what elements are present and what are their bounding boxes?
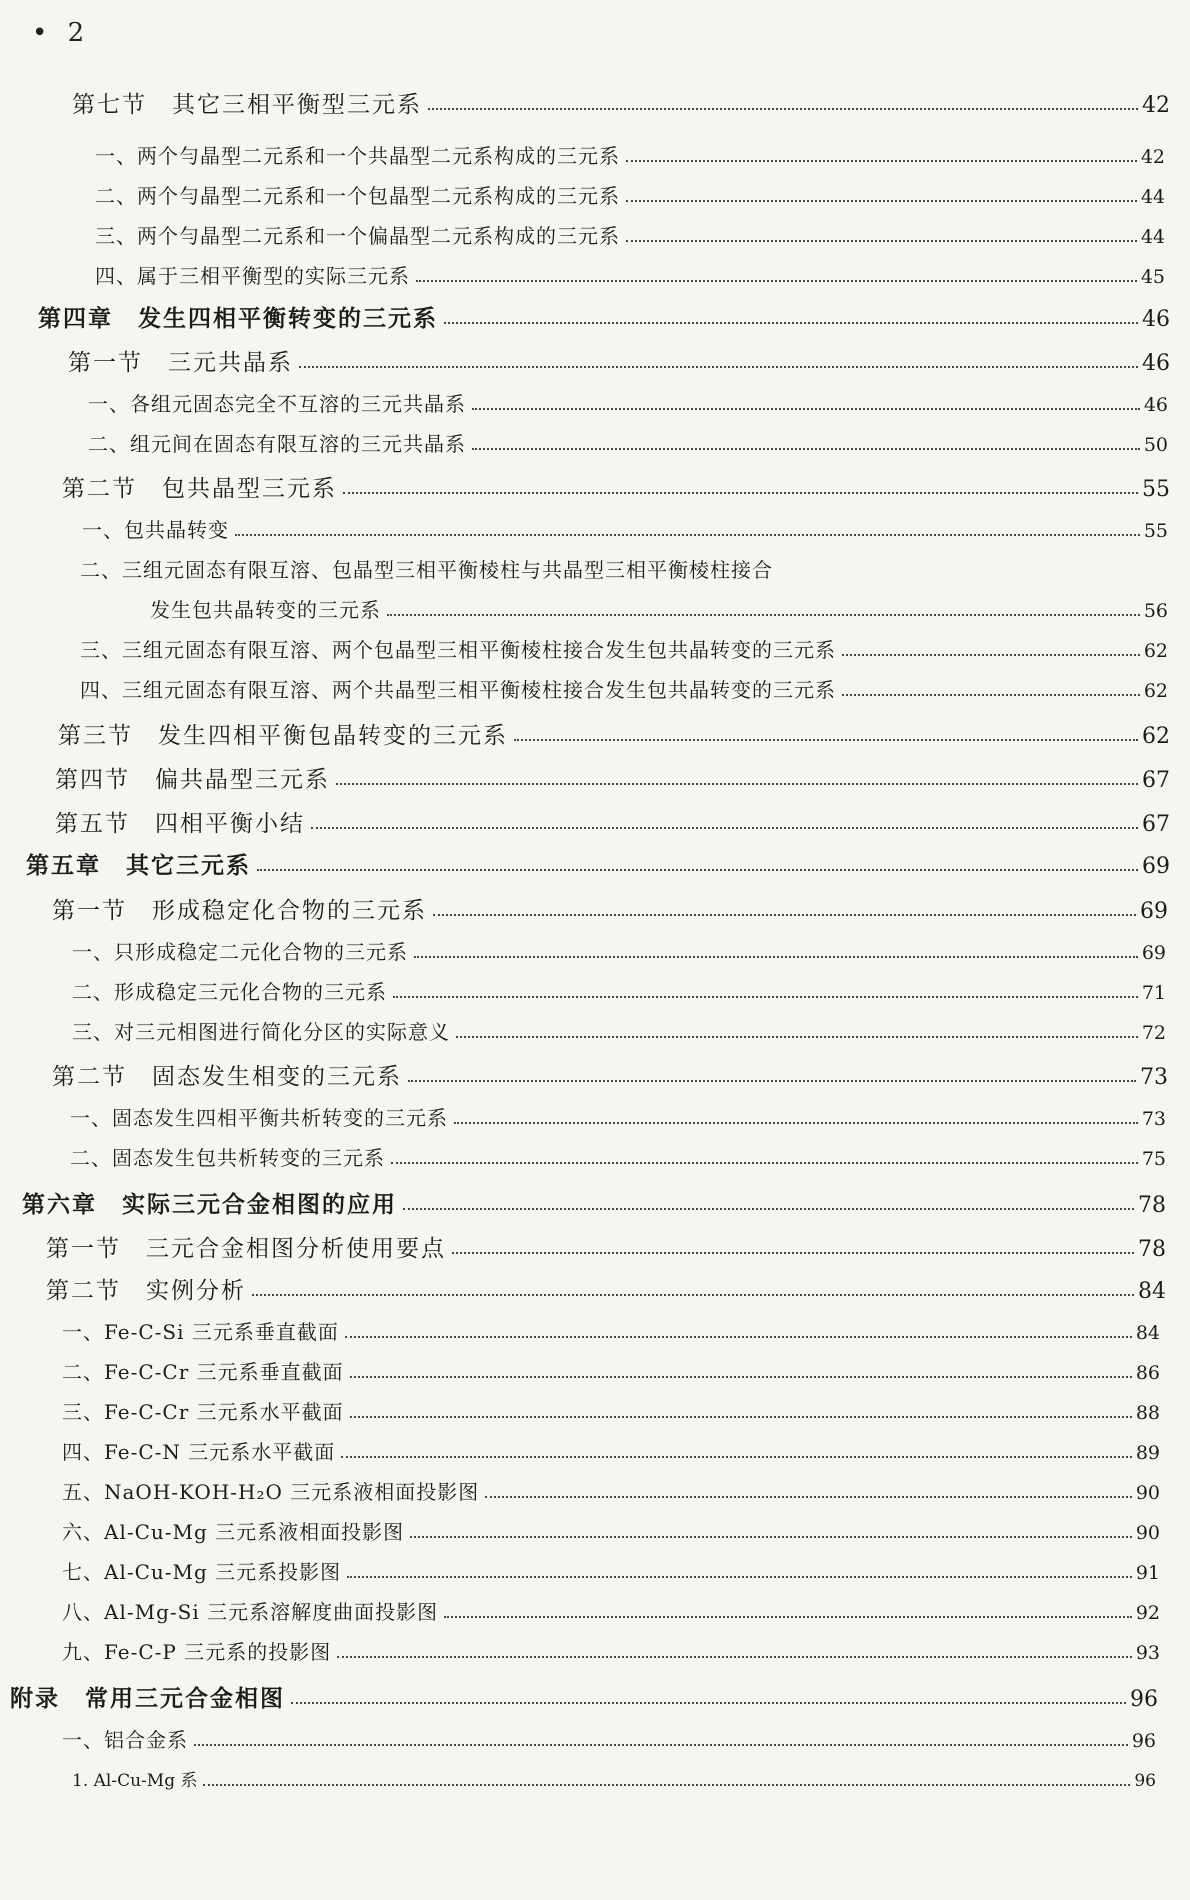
dot-leader (408, 1080, 1136, 1082)
toc-entry-text: 第三节 发生四相平衡包晶转变的三元系 (58, 723, 508, 749)
toc-entry-item[interactable] (62, 1476, 1160, 1505)
toc-entry-text: 四、三组元固态有限互溶、两个共晶型三相平衡棱柱接合发生包共晶转变的三元系 (80, 678, 836, 702)
toc-page-number: 84 (1138, 1279, 1166, 1304)
dot-leader (345, 1336, 1132, 1338)
toc-entry-item[interactable] (88, 428, 1168, 457)
toc-page-number: 42 (1142, 93, 1170, 118)
toc-page-number: 73 (1141, 1108, 1166, 1130)
toc-page-number: 96 (1134, 1771, 1156, 1791)
toc-entry-item[interactable] (62, 1396, 1160, 1425)
toc-entry-text: 三、两个勻晶型二元系和一个偏晶型二元系构成的三元系 (95, 224, 620, 248)
toc-page-number: 62 (1142, 724, 1170, 749)
dot-leader (433, 914, 1136, 916)
toc-entry-text: 一、包共晶转变 (82, 518, 229, 542)
dot-leader (291, 1702, 1126, 1704)
toc-page-number: 86 (1135, 1362, 1160, 1384)
toc-entry-chapter[interactable] (26, 847, 1170, 880)
dot-leader (428, 108, 1138, 110)
dot-leader (299, 366, 1138, 368)
toc-entry-item[interactable] (62, 1356, 1160, 1385)
toc-entry-text: 第二节 包共晶型三元系 (62, 476, 337, 502)
toc-entry-item[interactable] (62, 1724, 1156, 1753)
toc-entry-text: 二、Fe-C-Cr 三元系垂直截面 (62, 1360, 344, 1384)
toc-page-number: 84 (1135, 1322, 1160, 1344)
toc-page-number: 75 (1141, 1148, 1166, 1170)
toc-page-number: 72 (1141, 1022, 1166, 1044)
dot-leader (414, 956, 1138, 958)
toc-entry-item[interactable] (72, 976, 1166, 1005)
toc-entry-text: 第六章 实际三元合金相图的应用 (22, 1191, 397, 1218)
toc-page-number: 78 (1138, 1193, 1166, 1218)
dot-leader (452, 1252, 1134, 1254)
toc-entry-section[interactable] (62, 470, 1170, 503)
toc-entry-text: 七、Al-Cu-Mg 三元系投影图 (62, 1560, 342, 1584)
dot-leader (341, 1456, 1132, 1458)
dot-leader (252, 1294, 1134, 1296)
toc-page-number: 71 (1141, 982, 1166, 1004)
toc-entry-text: 一、铝合金系 (62, 1728, 188, 1752)
toc-entry-text: 第五章 其它三元系 (26, 852, 251, 879)
toc-page-number: 46 (1142, 351, 1170, 376)
dot-leader (626, 160, 1137, 162)
dot-leader (387, 614, 1140, 616)
toc-entry-text: 一、Fe-C-Si 三元系垂直截面 (62, 1320, 339, 1344)
toc-entry-text: 八、Al-Mg-Si 三元系溶解度曲面投影图 (62, 1600, 439, 1624)
dot-leader (393, 996, 1138, 998)
dot-leader (347, 1576, 1132, 1578)
dot-leader (257, 869, 1138, 871)
toc-entry-text: 第七节 其它三相平衡型三元系 (72, 92, 422, 118)
toc-page-number: 88 (1135, 1402, 1160, 1424)
toc-entry-text: 二、形成稳定三元化合物的三元系 (72, 980, 387, 1004)
toc-entry-sub[interactable] (72, 1766, 1156, 1791)
dot-leader (626, 240, 1137, 242)
dot-leader (416, 280, 1137, 282)
toc-entry-section[interactable] (55, 805, 1170, 838)
toc-entry-section[interactable] (46, 1230, 1166, 1263)
toc-entry-chapter[interactable] (10, 1680, 1158, 1713)
toc-page-number: 62 (1143, 680, 1168, 702)
toc-page-number: 46 (1143, 394, 1168, 416)
toc-entry-item[interactable] (62, 1596, 1160, 1625)
toc-entry-continuation: 发生包共晶转变的三元系 (150, 598, 381, 622)
toc-entry-item[interactable] (95, 220, 1165, 249)
toc-entry-text: 九、Fe-C-P 三元系的投影图 (62, 1640, 332, 1664)
dot-leader (444, 1616, 1132, 1618)
dot-leader (337, 1656, 1132, 1658)
toc-page-number: 44 (1140, 186, 1165, 208)
toc-entry-item[interactable] (62, 1436, 1160, 1465)
toc-entry-chapter[interactable] (38, 300, 1170, 333)
toc-entry-item[interactable] (62, 1636, 1160, 1665)
toc-page-number: 78 (1138, 1237, 1166, 1262)
dot-leader (444, 322, 1138, 324)
toc-entry-text: 六、Al-Cu-Mg 三元系液相面投影图 (62, 1520, 405, 1544)
toc-page-number: 62 (1143, 640, 1168, 662)
toc-entry-section[interactable] (55, 761, 1170, 794)
toc-entry-item[interactable] (80, 674, 1168, 703)
toc-page-number: 56 (1143, 600, 1168, 622)
toc-page-number: 96 (1131, 1730, 1156, 1752)
toc-entry-item[interactable] (70, 1142, 1166, 1171)
toc-entry-section[interactable] (52, 892, 1168, 925)
toc-page-number: 92 (1135, 1602, 1160, 1624)
dot-leader (514, 739, 1138, 741)
toc-page-number: 69 (1141, 942, 1166, 964)
dot-leader (203, 1784, 1130, 1786)
toc-page-number: 67 (1142, 768, 1170, 793)
toc-entry-text: 二、三组元固态有限互溶、包晶型三相平衡棱柱与共晶型三相平衡棱柱接合 (80, 558, 773, 582)
toc-entry-text: 一、固态发生四相平衡共析转变的三元系 (70, 1106, 448, 1130)
toc-page-number: 69 (1142, 854, 1170, 879)
toc-page-number: 55 (1142, 477, 1170, 502)
toc-entry-item[interactable] (72, 1016, 1166, 1045)
toc-entry-text: 四、属于三相平衡型的实际三元系 (95, 264, 410, 288)
dot-leader (343, 492, 1138, 494)
toc-entry-text: 三、对三元相图进行简化分区的实际意义 (72, 1020, 450, 1044)
toc-entry-text: 二、组元间在固态有限互溶的三元共晶系 (88, 432, 466, 456)
toc-entry-item[interactable] (70, 1102, 1166, 1131)
toc-entry-item[interactable] (62, 1556, 1160, 1585)
toc-page-number: 46 (1142, 307, 1170, 332)
toc-page-number: 67 (1142, 812, 1170, 837)
dot-leader (235, 534, 1140, 536)
toc-entry-item[interactable] (72, 936, 1166, 965)
toc-page-number: 96 (1130, 1687, 1158, 1712)
toc-page-number: 93 (1135, 1642, 1160, 1664)
toc-entry-item[interactable] (95, 140, 1165, 169)
toc-page-number: 44 (1140, 226, 1165, 248)
dot-leader (472, 448, 1140, 450)
toc-entry-item[interactable] (95, 180, 1165, 209)
dot-leader (472, 408, 1140, 410)
dot-leader (456, 1036, 1138, 1038)
toc-entry-item[interactable] (82, 514, 1168, 543)
toc-page-number: 42 (1140, 146, 1165, 168)
toc-entry-text: 附录 常用三元合金相图 (10, 1685, 285, 1712)
toc-entry-text: 第四节 偏共晶型三元系 (55, 767, 330, 793)
toc-entry-section[interactable] (68, 344, 1170, 377)
toc-entry-text: 第一节 三元合金相图分析使用要点 (46, 1236, 446, 1262)
toc-entry-text: 四、Fe-C-N 三元系水平截面 (62, 1440, 336, 1464)
dot-leader (311, 827, 1138, 829)
toc-entry-text: 第一节 三元共晶系 (68, 350, 293, 376)
dot-leader (454, 1122, 1138, 1124)
toc-entry-text: 第五节 四相平衡小结 (55, 811, 305, 837)
toc-page-number: 90 (1135, 1522, 1160, 1544)
page-number: • 2 (32, 18, 91, 48)
dot-leader (403, 1208, 1134, 1210)
toc-page-number: 89 (1135, 1442, 1160, 1464)
toc-entry-section[interactable] (58, 717, 1170, 750)
dot-leader (194, 1744, 1128, 1746)
toc-entry-text: 一、只形成稳定二元化合物的三元系 (72, 940, 408, 964)
toc-entry-section[interactable] (72, 86, 1170, 119)
toc-entry-text: 三、Fe-C-Cr 三元系水平截面 (62, 1400, 344, 1424)
dot-leader (391, 1162, 1138, 1164)
toc-entry-text: 二、两个勻晶型二元系和一个包晶型二元系构成的三元系 (95, 184, 620, 208)
dot-leader (842, 654, 1140, 656)
toc-entry-item[interactable] (95, 260, 1165, 289)
toc-entry-text: 第二节 固态发生相变的三元系 (52, 1064, 402, 1090)
dot-leader (336, 783, 1138, 785)
toc-entry-text: 三、三组元固态有限互溶、两个包晶型三相平衡棱柱接合发生包共晶转变的三元系 (80, 638, 836, 662)
toc-entry-text: 二、固态发生包共析转变的三元系 (70, 1146, 385, 1170)
toc-entry[interactable] (150, 594, 1168, 623)
dot-leader (410, 1536, 1132, 1538)
toc-page-number: 73 (1140, 1065, 1168, 1090)
toc-entry-text: 一、两个勻晶型二元系和一个共晶型二元系构成的三元系 (95, 144, 620, 168)
toc-entry-item[interactable] (62, 1316, 1160, 1345)
toc-entry-section[interactable] (46, 1272, 1166, 1305)
toc-entry-text: 五、NaOH-KOH-H₂O 三元系液相面投影图 (62, 1480, 480, 1504)
dot-leader (350, 1416, 1132, 1418)
dot-leader (350, 1376, 1132, 1378)
dot-leader (485, 1496, 1132, 1498)
toc-page-number: 50 (1143, 434, 1168, 456)
toc-entry-item[interactable] (88, 388, 1168, 417)
dot-leader (626, 200, 1137, 202)
toc-entry-text: 一、各组元固态完全不互溶的三元共晶系 (88, 392, 466, 416)
toc-entry-item[interactable] (80, 634, 1168, 663)
toc-entry-text: 第一节 形成稳定化合物的三元系 (52, 898, 427, 924)
toc-entry-text: 1. Al-Cu-Mg 系 (72, 1771, 198, 1791)
toc-entry-item[interactable] (62, 1516, 1160, 1545)
dot-leader (842, 694, 1140, 696)
toc-entry-section[interactable] (52, 1058, 1168, 1091)
toc-page-number: 90 (1135, 1482, 1160, 1504)
toc-entry-text: 第二节 实例分析 (46, 1278, 246, 1304)
toc-page-number: 55 (1143, 520, 1168, 542)
toc-page-number: 45 (1140, 266, 1165, 288)
toc-entry-text: 第四章 发生四相平衡转变的三元系 (38, 305, 438, 332)
toc-page-number: 91 (1135, 1562, 1160, 1584)
toc-page-number: 69 (1140, 899, 1168, 924)
toc-entry-chapter[interactable] (22, 1186, 1166, 1219)
